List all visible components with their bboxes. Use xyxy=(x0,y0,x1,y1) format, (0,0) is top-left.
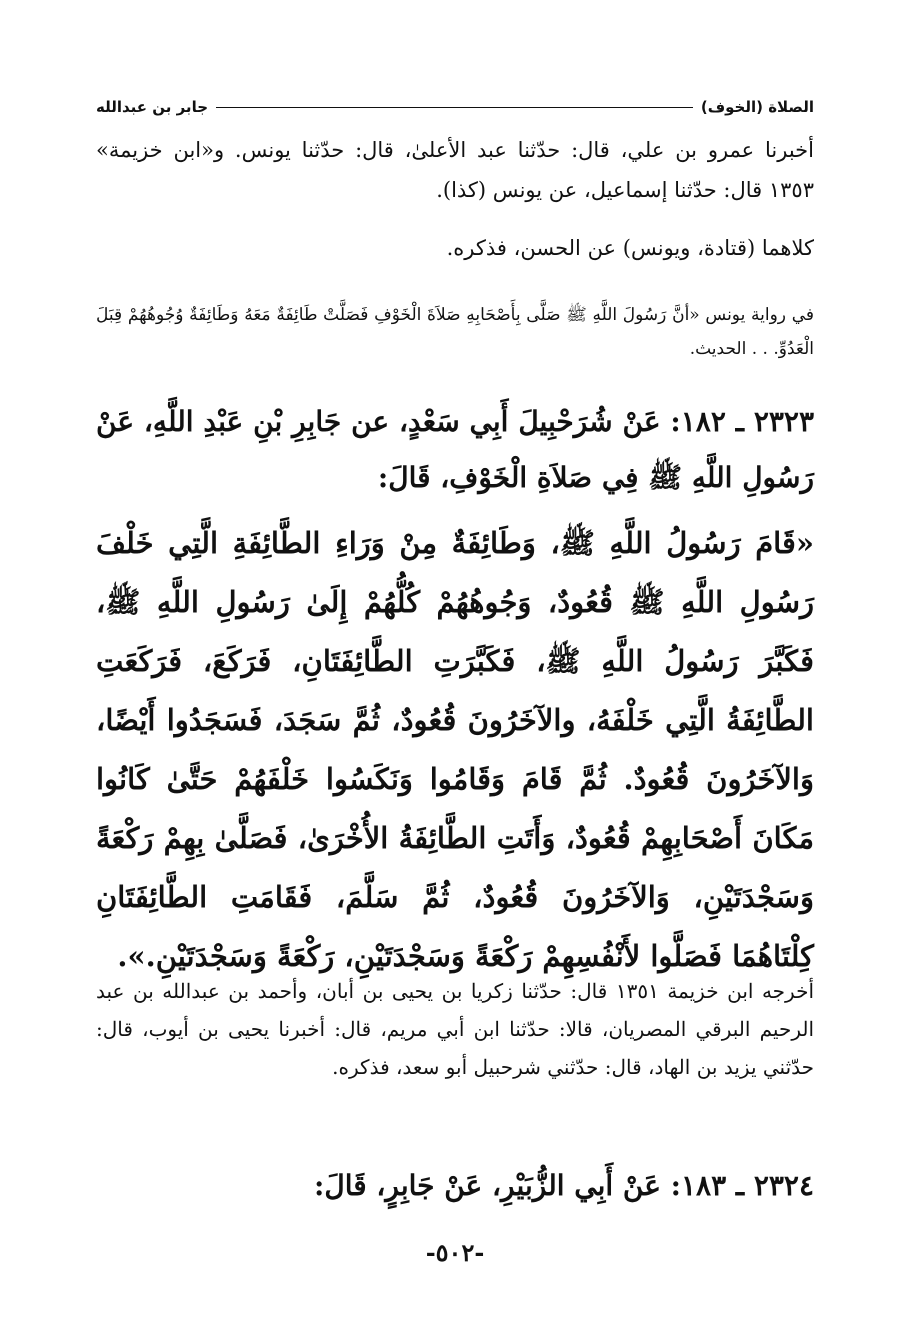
hadith-2323-heading: ٢٣٢٣ ـ ١٨٢: عَنْ شُرَحْبِيلَ أَبِي سَعْدٍ، عن جَابِرِ بْنِ عَبْدِ اللَّهِ، عَنْ رَسُولِ اللَّهِ ﷺ فِي صَلاَةِ الْخَوْفِ، قَالَ: xyxy=(96,405,814,494)
takhrij-note: أخرجه ابن خزيمة ١٣٥١ قال: حدّثنا زكريا بن يحيى بن أبان، وأحمد بن عبدالله بن عبد الرحيم البرقي المصريان، قالا: حدّثنا ابن أبي مريم، قال: أخبرنا يحيى بن أيوب، قال: حدّثني يزيد بن الهاد، قال: حدّثني شرحبيل أبو سعد، فذكره. xyxy=(96,979,815,1079)
page-number: -٥٠٢- xyxy=(425,1238,485,1267)
header-section-title: الصلاة (الخوف) xyxy=(700,98,814,116)
isnad-note: أخبرنا عمرو بن علي، قال: حدّثنا عبد الأعلىٰ، قال: حدّثنا يونس. و«ابن خزيمة» ١٣٥٣ قال: حدّثنا إسماعيل، عن يونس (كذا). xyxy=(96,138,814,202)
running-header xyxy=(96,96,814,118)
header-narrator: جابر بن عبدالله xyxy=(96,98,209,116)
hadith-2323-text: «قَامَ رَسُولُ اللَّهِ ﷺ، وَطَائِفَةٌ مِنْ وَرَاءِ الطَّائِفَةِ الَّتِي خَلْفَ رَسُولِ اللَّهِ ﷺ قُعُودٌ، وَجُوهُهُمْ كُلُّهُمْ إِلَىٰ رَسُولِ اللَّهِ ﷺ، فَكَبَّرَ رَسُولُ اللَّهِ ﷺ، فَكَبَّرَتِ الطَّائِفَتَانِ، فَرَكَعَ، فَرَكَعَتِ الطَّائِفَةُ الَّتِي خَلْفَهُ، والآخَرُونَ قُعُودٌ، ثُمَّ سَجَدَ، فَسَجَدُوا أَيْضًا، وَالآخَرُونَ قُعُودٌ. ثُمَّ قَامَ وَقَامُوا وَنَكَسُوا خَلْفَهُمْ حَتَّىٰ كَانُوا مَكَانَ أَصْحَابِهِمْ قُعُودٌ، وَأَتَتِ الطَّائِفَةُ الأُخْرَىٰ، فَصَلَّىٰ بِهِمْ رَكْعَةً وَسَجْدَتَيْنِ، وَالآخَرُونَ قُعُودٌ، ثُمَّ سَلَّمَ، فَقَامَتِ الطَّائِفَتَانِ كِلْتَاهُمَا فَصَلَّوا لأَنْفُسِهِمْ رَكْعَةً وَسَجْدَتَيْنِ، رَكْعَةً وَسَجْدَتَيْنِ.». xyxy=(96,526,814,973)
header-rule xyxy=(216,107,693,108)
yunus-note: في رواية يونس «أنَّ رَسُولَ اللَّهِ ﷺ صَلَّى بِأَصْحَابِهِ صَلاَةَ الْخَوْفِ فَصَلَّتْ طَائِفَةٌ مَعَهُ وَطَائِفَةٌ وُجُوهُهُمْ قِبَلَ الْعَدُوِّ. . . الحديث. xyxy=(96,305,814,359)
hadith-2324-heading: ٢٣٢٤ ـ ١٨٣: عَنْ أَبِي الزُّبَيْرِ، عَنْ جَابِرٍ، قَالَ: xyxy=(314,1169,814,1202)
both-note: كلاهما (قتادة، ويونس) عن الحسن، فذكره. xyxy=(446,236,814,260)
